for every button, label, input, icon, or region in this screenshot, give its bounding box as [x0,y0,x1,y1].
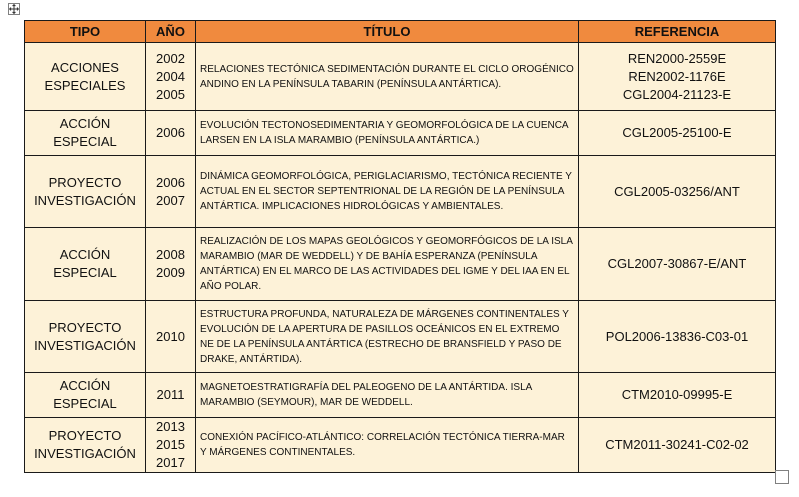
cell-tipo-line: PROYECTO [48,428,122,443]
cell-anio[interactable] [146,156,196,228]
cell-tipo-line: ACCIONES [51,59,119,75]
cell-tipo[interactable] [25,418,146,473]
cell-referencia[interactable] [579,156,776,228]
cell-anio-line: 2002 [156,50,185,66]
cell-anio[interactable] [146,301,196,373]
header-referencia[interactable]: REFERENCIA [579,21,776,43]
cell-referencia[interactable] [579,43,776,111]
cell-referencia-line: CGL2005-03256/ANT [614,183,740,199]
cell-tipo-line: ACCIÓN ESPECIAL [53,378,117,411]
cell-titulo[interactable]: EVOLUCIÓN TECTONOSEDIMENTARIA Y GEOMORFOLÓGICA DE LA CUENCA LARSEN EN LA ISLA MARAMBIO (PENÍNSULA ANTÁRTICA.) [196,111,579,156]
cell-referencia-line: REN2002-1176E [628,68,726,84]
cell-anio[interactable] [146,418,196,473]
cell-tipo-line: ACCIÓN ESPECIAL [53,116,117,149]
table-row [25,111,776,156]
table-row [25,373,776,418]
cell-referencia-line: CTM2011-30241-C02-02 [605,437,749,452]
cell-titulo[interactable]: REALIZACIÓN DE LOS MAPAS GEOLÓGICOS Y GEOMORFÓGICOS DE LA ISLA MARAMBIO (MAR DE WEDDELL) Y DE BAHÍA ESPERANZA (PENÍNSULA ANTÁRTICA) EN EL MARCO DE LAS ACTIVIDADES DEL IGME Y DEL IAA EN EL AÑO POLAR. [196,228,579,301]
cell-anio-line: 2005 [156,86,185,102]
table-header-row [25,21,776,43]
cell-anio-line: 2017 [156,455,185,470]
cell-anio-line: 2008 [156,247,185,262]
cell-tipo[interactable] [25,228,146,301]
cell-referencia[interactable] [579,111,776,156]
cell-tipo[interactable] [25,373,146,418]
cell-tipo[interactable] [25,156,146,228]
header-titulo[interactable]: TÍTULO [196,21,579,43]
cell-anio[interactable] [146,228,196,301]
cell-referencia-line: CGL2005-25100-E [622,125,732,140]
table-move-handle-icon[interactable] [8,3,20,15]
cell-titulo[interactable]: RELACIONES TECTÓNICA SEDIMENTACIÓN DURANTE EL CICLO OROGÉNICO ANDINO EN LA PENÍNSULA TABARIN (PENÍNSULA ANTÁRTICA). [196,43,579,111]
table-resize-handle-icon[interactable] [775,470,789,484]
table-row [25,418,776,473]
cell-tipo[interactable] [25,301,146,373]
cell-referencia-line: CGL2004-21123-E [622,86,732,102]
cell-tipo-line: INVESTIGACIÓN [34,446,136,461]
cell-referencia[interactable] [579,373,776,418]
cell-titulo[interactable]: ESTRUCTURA PROFUNDA, NATURALEZA DE MÁRGENES CONTINENTALES Y EVOLUCIÓN DE LA APERTURA DE PASILLOS OCEÁNICOS EN EL EXTREMO NE DE LA PENÍNSULA ANTÁRTICA (ESTRECHO DE BRANSFIELD Y PASO DE DRAKE, ANTÁRTIDA). [196,301,579,373]
cell-titulo[interactable]: CONEXIÓN PACÍFICO-ATLÁNTICO: CORRELACIÓN TECTÓNICA TIERRA-MAR Y MÁRGENES CONTINENTALES. [196,418,579,473]
table-row [25,43,776,111]
table-row [25,301,776,373]
cell-tipo-line: INVESTIGACIÓN [34,337,136,353]
cell-anio-line: 2015 [156,437,185,452]
cell-referencia-line: CGL2007-30867-E/ANT [607,256,747,271]
cell-referencia-line: CTM2010-09995-E [621,387,733,402]
cell-anio-line: 2013 [156,419,185,434]
cell-tipo[interactable] [25,43,146,111]
cell-referencia-line: REN2000-2559E [627,50,727,66]
cell-referencia[interactable] [579,228,776,301]
projects-table [24,20,776,473]
cell-tipo-line: PROYECTO [48,319,122,335]
cell-tipo-line: ESPECIALES [44,77,126,93]
table-row [25,156,776,228]
cell-anio-line: 2004 [156,68,185,84]
cell-anio-line: 2006 [156,174,185,190]
cell-tipo-line: PROYECTO [48,174,122,190]
header-anio[interactable]: AÑO [146,21,196,43]
cell-anio-line: 2006 [156,125,185,140]
header-tipo[interactable]: TIPO [25,21,146,43]
cell-anio[interactable] [146,111,196,156]
cell-referencia[interactable] [579,301,776,373]
cell-tipo-line: INVESTIGACIÓN [34,192,136,208]
cell-anio-line: 2010 [156,328,185,344]
cell-titulo[interactable]: MAGNETOESTRATIGRAFÍA DEL PALEOGENO DE LA ANTÁRTIDA. ISLA MARAMBIO (SEYMOUR), MAR DE WEDDELL. [196,373,579,418]
cell-anio[interactable] [146,373,196,418]
cell-titulo[interactable]: DINÁMICA GEOMORFOLÓGICA, PERIGLACIARISMO, TECTÓNICA RECIENTE Y ACTUAL EN EL SECTOR SEPTENTRIONAL DE LA REGIÓN DE LA PENÍNSULA ANTÁRTICA. IMPLICACIONES HIDROLÓGICAS Y AMBIENTALES. [196,156,579,228]
cell-tipo-line: ACCIÓN ESPECIAL [53,247,117,280]
cell-anio-line: 2007 [156,192,185,208]
cell-anio-line: 2009 [156,265,185,280]
cell-anio[interactable] [146,43,196,111]
cell-referencia[interactable] [579,418,776,473]
cell-referencia-line: POL2006-13836-C03-01 [605,328,749,344]
cell-tipo[interactable] [25,111,146,156]
table-row [25,228,776,301]
cell-anio-line: 2011 [156,387,185,402]
